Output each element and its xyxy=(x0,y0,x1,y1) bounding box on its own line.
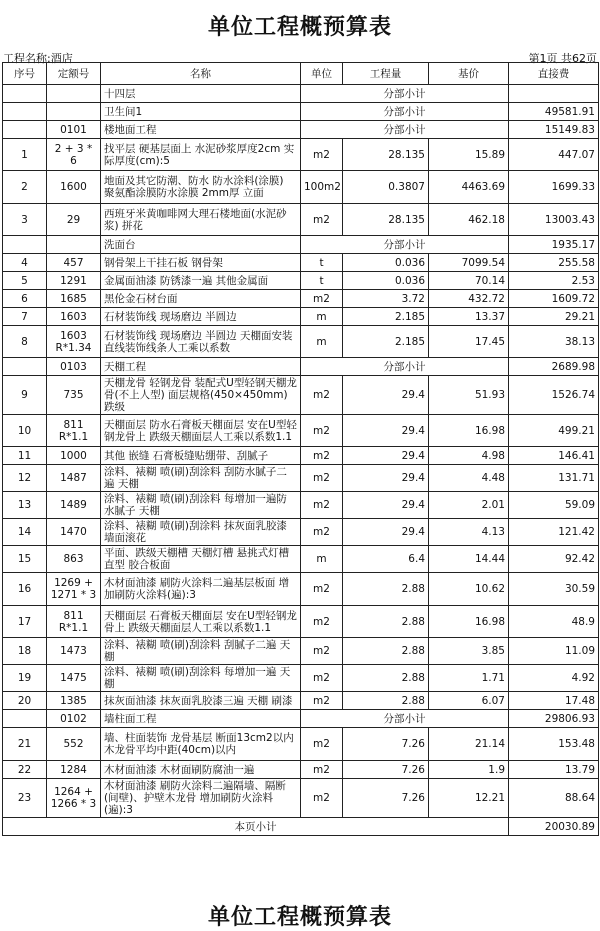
cell-code: 1269 + 1271 * 3 xyxy=(47,573,101,606)
table-row xyxy=(3,606,599,638)
cell-qty: 29.4 xyxy=(343,447,429,465)
section-row xyxy=(3,85,599,103)
cell-qty: 6.4 xyxy=(343,546,429,573)
cell-qty: 3.72 xyxy=(343,290,429,308)
cell-total: 48.9 xyxy=(509,606,599,638)
cell-unit: m2 xyxy=(301,761,343,779)
cell-price: 6.07 xyxy=(429,692,509,710)
cell-price: 15.89 xyxy=(429,139,509,171)
header-price: 基价 xyxy=(429,63,509,85)
cell-no xyxy=(3,358,47,376)
cell-subtotal-label: 分部小计 xyxy=(301,103,509,121)
cell-code: 1473 xyxy=(47,638,101,665)
cell-price: 51.93 xyxy=(429,376,509,415)
next-page-title: 单位工程概预算表 xyxy=(207,905,392,930)
cell-name: 西班牙米黄咖啡网大理石楼地面(水泥砂浆) 拼花 xyxy=(101,204,301,236)
cell-subtotal-label: 分部小计 xyxy=(301,85,509,103)
cell-price: 13.37 xyxy=(429,308,509,326)
cell-qty: 29.4 xyxy=(343,465,429,492)
cell-total: 2689.98 xyxy=(509,358,599,376)
table-row xyxy=(3,204,599,236)
table-row xyxy=(3,326,599,358)
cell-total: 38.13 xyxy=(509,326,599,358)
cell-total: 2.53 xyxy=(509,272,599,290)
table-row xyxy=(3,573,599,606)
cell-total: 20030.89 xyxy=(509,818,599,836)
cell-total: 92.42 xyxy=(509,546,599,573)
section-row xyxy=(3,103,599,121)
cell-total: 49581.91 xyxy=(509,103,599,121)
cell-subtotal-label: 分部小计 xyxy=(301,710,509,728)
cell-no: 1 xyxy=(3,139,47,171)
cell-subtotal-label: 分部小计 xyxy=(301,236,509,254)
cell-code: 1487 xyxy=(47,465,101,492)
cell-price: 1.9 xyxy=(429,761,509,779)
cell-qty: 2.185 xyxy=(343,326,429,358)
cell-unit: m2 xyxy=(301,204,343,236)
cell-unit: m2 xyxy=(301,376,343,415)
cell-total: 1699.33 xyxy=(509,171,599,204)
cell-name: 抹灰面油漆 抹灰面乳胶漆三遍 天棚 刷漆 xyxy=(101,692,301,710)
cell-qty: 0.3807 xyxy=(343,171,429,204)
cell-total: 121.42 xyxy=(509,519,599,546)
cell-price: 432.72 xyxy=(429,290,509,308)
cell-unit: t xyxy=(301,254,343,272)
cell-code: 1000 xyxy=(47,447,101,465)
cell-qty: 29.4 xyxy=(343,519,429,546)
cell-unit: m2 xyxy=(301,606,343,638)
cell-no xyxy=(3,85,47,103)
page-title: 单位工程概预算表 xyxy=(207,15,392,40)
cell-name: 钢骨架上干挂石板 钢骨架 xyxy=(101,254,301,272)
cell-no: 12 xyxy=(3,465,47,492)
table-row xyxy=(3,519,599,546)
cell-qty: 28.135 xyxy=(343,204,429,236)
cell-code: 1264 + 1266 * 3 xyxy=(47,779,101,818)
cell-no: 6 xyxy=(3,290,47,308)
cell-unit: m2 xyxy=(301,290,343,308)
cell-code: 1385 xyxy=(47,692,101,710)
cell-no: 21 xyxy=(3,728,47,761)
table-row xyxy=(3,665,599,692)
table-row xyxy=(3,465,599,492)
cell-qty: 2.88 xyxy=(343,606,429,638)
cell-name: 石材装饰线 现场磨边 半圆边 天棚面安装直线装饰线条人工乘以系数 xyxy=(101,326,301,358)
cell-no: 5 xyxy=(3,272,47,290)
cell-price: 7099.54 xyxy=(429,254,509,272)
cell-code: 0103 xyxy=(47,358,101,376)
cell-price: 16.98 xyxy=(429,606,509,638)
cell-name: 木材面油漆 木材面刷防腐油一遍 xyxy=(101,761,301,779)
cell-name: 楼地面工程 xyxy=(101,121,301,139)
cell-price: 4.13 xyxy=(429,519,509,546)
cell-no: 2 xyxy=(3,171,47,204)
cell-name: 涂料、裱糊 喷(刷)刮涂料 每增加一遍防水腻子 天棚 xyxy=(101,492,301,519)
cell-unit: t xyxy=(301,272,343,290)
table-row xyxy=(3,779,599,818)
table-row xyxy=(3,272,599,290)
cell-unit: m2 xyxy=(301,692,343,710)
cell-no: 20 xyxy=(3,692,47,710)
cell-total: 1526.74 xyxy=(509,376,599,415)
table-row xyxy=(3,638,599,665)
cell-code: 1489 xyxy=(47,492,101,519)
cell-total: 1935.17 xyxy=(509,236,599,254)
cell-qty: 7.26 xyxy=(343,761,429,779)
cell-price: 3.85 xyxy=(429,638,509,665)
cell-page-total-label: 本页小计 xyxy=(3,818,509,836)
cell-total: 499.21 xyxy=(509,415,599,447)
header-code: 定额号 xyxy=(47,63,101,85)
cell-no: 17 xyxy=(3,606,47,638)
cell-no xyxy=(3,236,47,254)
table-row xyxy=(3,171,599,204)
cell-no: 19 xyxy=(3,665,47,692)
cell-code: 1603 xyxy=(47,308,101,326)
cell-no: 9 xyxy=(3,376,47,415)
cell-code: 863 xyxy=(47,546,101,573)
cell-total: 88.64 xyxy=(509,779,599,818)
cell-unit: m xyxy=(301,308,343,326)
cell-unit: m2 xyxy=(301,638,343,665)
cell-no: 3 xyxy=(3,204,47,236)
cell-price: 4463.69 xyxy=(429,171,509,204)
cell-code: 1284 xyxy=(47,761,101,779)
cell-code xyxy=(47,236,101,254)
cell-code: 0102 xyxy=(47,710,101,728)
cell-qty: 2.88 xyxy=(343,638,429,665)
cell-price: 16.98 xyxy=(429,415,509,447)
table-row xyxy=(3,728,599,761)
header-name: 名称 xyxy=(101,63,301,85)
table-row xyxy=(3,692,599,710)
cell-total: 17.48 xyxy=(509,692,599,710)
cell-name: 金属面油漆 防锈漆一遍 其他金属面 xyxy=(101,272,301,290)
cell-name: 天棚龙骨 轻钢龙骨 装配式U型轻钢天棚龙骨(不上人型) 面层规格(450×450mm) 跌级 xyxy=(101,376,301,415)
table-row xyxy=(3,415,599,447)
cell-name: 卫生间1 xyxy=(101,103,301,121)
cell-no: 15 xyxy=(3,546,47,573)
cell-no xyxy=(3,103,47,121)
cell-code: 1291 xyxy=(47,272,101,290)
cell-price: 2.01 xyxy=(429,492,509,519)
cell-name: 涂料、裱糊 喷(刷)刮涂料 刮腻子二遍 天棚 xyxy=(101,638,301,665)
cell-name: 平面、跌级天棚槽 天棚灯槽 悬挑式灯槽 直型 胶合板面 xyxy=(101,546,301,573)
cell-name: 涂料、裱糊 喷(刷)刮涂料 抹灰面乳胶漆 墙面滚花 xyxy=(101,519,301,546)
cell-total: 131.71 xyxy=(509,465,599,492)
cell-name: 石材装饰线 现场磨边 半圆边 xyxy=(101,308,301,326)
cell-total: 255.58 xyxy=(509,254,599,272)
cell-qty: 7.26 xyxy=(343,728,429,761)
page-info: 第1页 共62页 xyxy=(528,52,597,65)
cell-code: 1470 xyxy=(47,519,101,546)
cell-code xyxy=(47,85,101,103)
cell-name: 十四层 xyxy=(101,85,301,103)
cell-unit: 100m2 xyxy=(301,171,343,204)
cell-qty: 29.4 xyxy=(343,492,429,519)
cell-code: 2 + 3 * 6 xyxy=(47,139,101,171)
cell-name: 其他 嵌缝 石膏板缝贴绷带、刮腻子 xyxy=(101,447,301,465)
cell-total: 1609.72 xyxy=(509,290,599,308)
cell-price: 4.48 xyxy=(429,465,509,492)
cell-code: 811 R*1.1 xyxy=(47,415,101,447)
cell-no: 11 xyxy=(3,447,47,465)
cell-name: 墙柱面工程 xyxy=(101,710,301,728)
cell-subtotal-label: 分部小计 xyxy=(301,121,509,139)
cell-qty: 2.88 xyxy=(343,573,429,606)
cell-unit: m2 xyxy=(301,519,343,546)
cell-name: 地面及其它防潮、防水 防水涂料(涂膜) 聚氨酯涂膜防水涂膜 2mm厚 立面 xyxy=(101,171,301,204)
cell-code: 1685 xyxy=(47,290,101,308)
table-row xyxy=(3,290,599,308)
cell-name: 黑伦金石材台面 xyxy=(101,290,301,308)
page-total-row xyxy=(3,818,599,836)
cell-total: 29.21 xyxy=(509,308,599,326)
cell-unit: m xyxy=(301,326,343,358)
cell-total: 447.07 xyxy=(509,139,599,171)
cell-no: 7 xyxy=(3,308,47,326)
cell-unit: m xyxy=(301,546,343,573)
table-row xyxy=(3,376,599,415)
cell-code: 0101 xyxy=(47,121,101,139)
cell-no: 16 xyxy=(3,573,47,606)
cell-qty: 0.036 xyxy=(343,272,429,290)
table-row xyxy=(3,761,599,779)
cell-code xyxy=(47,103,101,121)
cell-no: 14 xyxy=(3,519,47,546)
cell-no: 8 xyxy=(3,326,47,358)
cell-total xyxy=(509,85,599,103)
cell-code: 1600 xyxy=(47,171,101,204)
cell-code: 735 xyxy=(47,376,101,415)
cell-total: 29806.93 xyxy=(509,710,599,728)
cell-total: 13.79 xyxy=(509,761,599,779)
cell-unit: m2 xyxy=(301,415,343,447)
cell-no: 13 xyxy=(3,492,47,519)
cell-price: 17.45 xyxy=(429,326,509,358)
cell-name: 天棚面层 防水石膏板天棚面层 安在U型轻钢龙骨上 跌级天棚面层人工乘以系数1.1 xyxy=(101,415,301,447)
cell-price: 70.14 xyxy=(429,272,509,290)
section-row xyxy=(3,236,599,254)
cell-qty: 29.4 xyxy=(343,415,429,447)
cell-no: 4 xyxy=(3,254,47,272)
cell-qty: 2.185 xyxy=(343,308,429,326)
project-name: 工程名称:酒店 xyxy=(3,52,73,65)
cell-unit: m2 xyxy=(301,139,343,171)
cell-name: 天棚工程 xyxy=(101,358,301,376)
table-row xyxy=(3,254,599,272)
cell-name: 找平层 硬基层面上 水泥砂浆厚度2cm 实际厚度(cm):5 xyxy=(101,139,301,171)
cell-total: 146.41 xyxy=(509,447,599,465)
cell-total: 59.09 xyxy=(509,492,599,519)
cell-code: 552 xyxy=(47,728,101,761)
cell-name: 洗面台 xyxy=(101,236,301,254)
cell-total: 11.09 xyxy=(509,638,599,665)
cell-total: 15149.83 xyxy=(509,121,599,139)
cell-no: 18 xyxy=(3,638,47,665)
header-no: 序号 xyxy=(3,63,47,85)
cell-total: 153.48 xyxy=(509,728,599,761)
cell-no: 22 xyxy=(3,761,47,779)
cell-price: 1.71 xyxy=(429,665,509,692)
cell-no: 23 xyxy=(3,779,47,818)
cell-code: 811 R*1.1 xyxy=(47,606,101,638)
cell-code: 1475 xyxy=(47,665,101,692)
budget-table xyxy=(2,62,599,836)
cell-code: 29 xyxy=(47,204,101,236)
cell-price: 12.21 xyxy=(429,779,509,818)
cell-name: 木材面油漆 刷防火涂料二遍基层板面 增加刷防火涂料(遍):3 xyxy=(101,573,301,606)
cell-code: 457 xyxy=(47,254,101,272)
table-row xyxy=(3,492,599,519)
cell-qty: 2.88 xyxy=(343,692,429,710)
cell-unit: m2 xyxy=(301,465,343,492)
cell-price: 14.44 xyxy=(429,546,509,573)
section-row xyxy=(3,121,599,139)
section-row xyxy=(3,358,599,376)
cell-unit: m2 xyxy=(301,665,343,692)
table-row xyxy=(3,308,599,326)
cell-qty: 28.135 xyxy=(343,139,429,171)
cell-qty: 0.036 xyxy=(343,254,429,272)
cell-qty: 29.4 xyxy=(343,376,429,415)
cell-unit: m2 xyxy=(301,573,343,606)
cell-price: 462.18 xyxy=(429,204,509,236)
cell-subtotal-label: 分部小计 xyxy=(301,358,509,376)
cell-total: 30.59 xyxy=(509,573,599,606)
cell-unit: m2 xyxy=(301,779,343,818)
cell-price: 10.62 xyxy=(429,573,509,606)
cell-no xyxy=(3,710,47,728)
cell-qty: 7.26 xyxy=(343,779,429,818)
cell-name: 涂料、裱糊 喷(刷)刮涂料 刮防水腻子二遍 天棚 xyxy=(101,465,301,492)
table-row xyxy=(3,546,599,573)
table-row xyxy=(3,139,599,171)
cell-price: 21.14 xyxy=(429,728,509,761)
cell-name: 墙、柱面装饰 龙骨基层 断面13cm2以内 木龙骨平均中距(40cm)以内 xyxy=(101,728,301,761)
cell-no xyxy=(3,121,47,139)
header-qty: 工程量 xyxy=(343,63,429,85)
section-row xyxy=(3,710,599,728)
cell-qty: 2.88 xyxy=(343,665,429,692)
cell-unit: m2 xyxy=(301,492,343,519)
cell-total: 13003.43 xyxy=(509,204,599,236)
cell-code: 1603 R*1.34 xyxy=(47,326,101,358)
cell-name: 天棚面层 石膏板天棚面层 安在U型轻钢龙骨上 跌级天棚面层人工乘以系数1.1 xyxy=(101,606,301,638)
cell-name: 涂料、裱糊 喷(刷)刮涂料 每增加一遍 天棚 xyxy=(101,665,301,692)
table-row xyxy=(3,447,599,465)
table-header-row xyxy=(3,63,599,85)
cell-total: 4.92 xyxy=(509,665,599,692)
header-total: 直接费 xyxy=(509,63,599,85)
cell-price: 4.98 xyxy=(429,447,509,465)
header-unit: 单位 xyxy=(301,63,343,85)
cell-name: 木材面油漆 刷防火涂料二遍隔墙、隔断(间壁)、护壁木龙骨 增加刷防火涂料(遍):3 xyxy=(101,779,301,818)
cell-unit: m2 xyxy=(301,447,343,465)
cell-unit: m2 xyxy=(301,728,343,761)
cell-no: 10 xyxy=(3,415,47,447)
